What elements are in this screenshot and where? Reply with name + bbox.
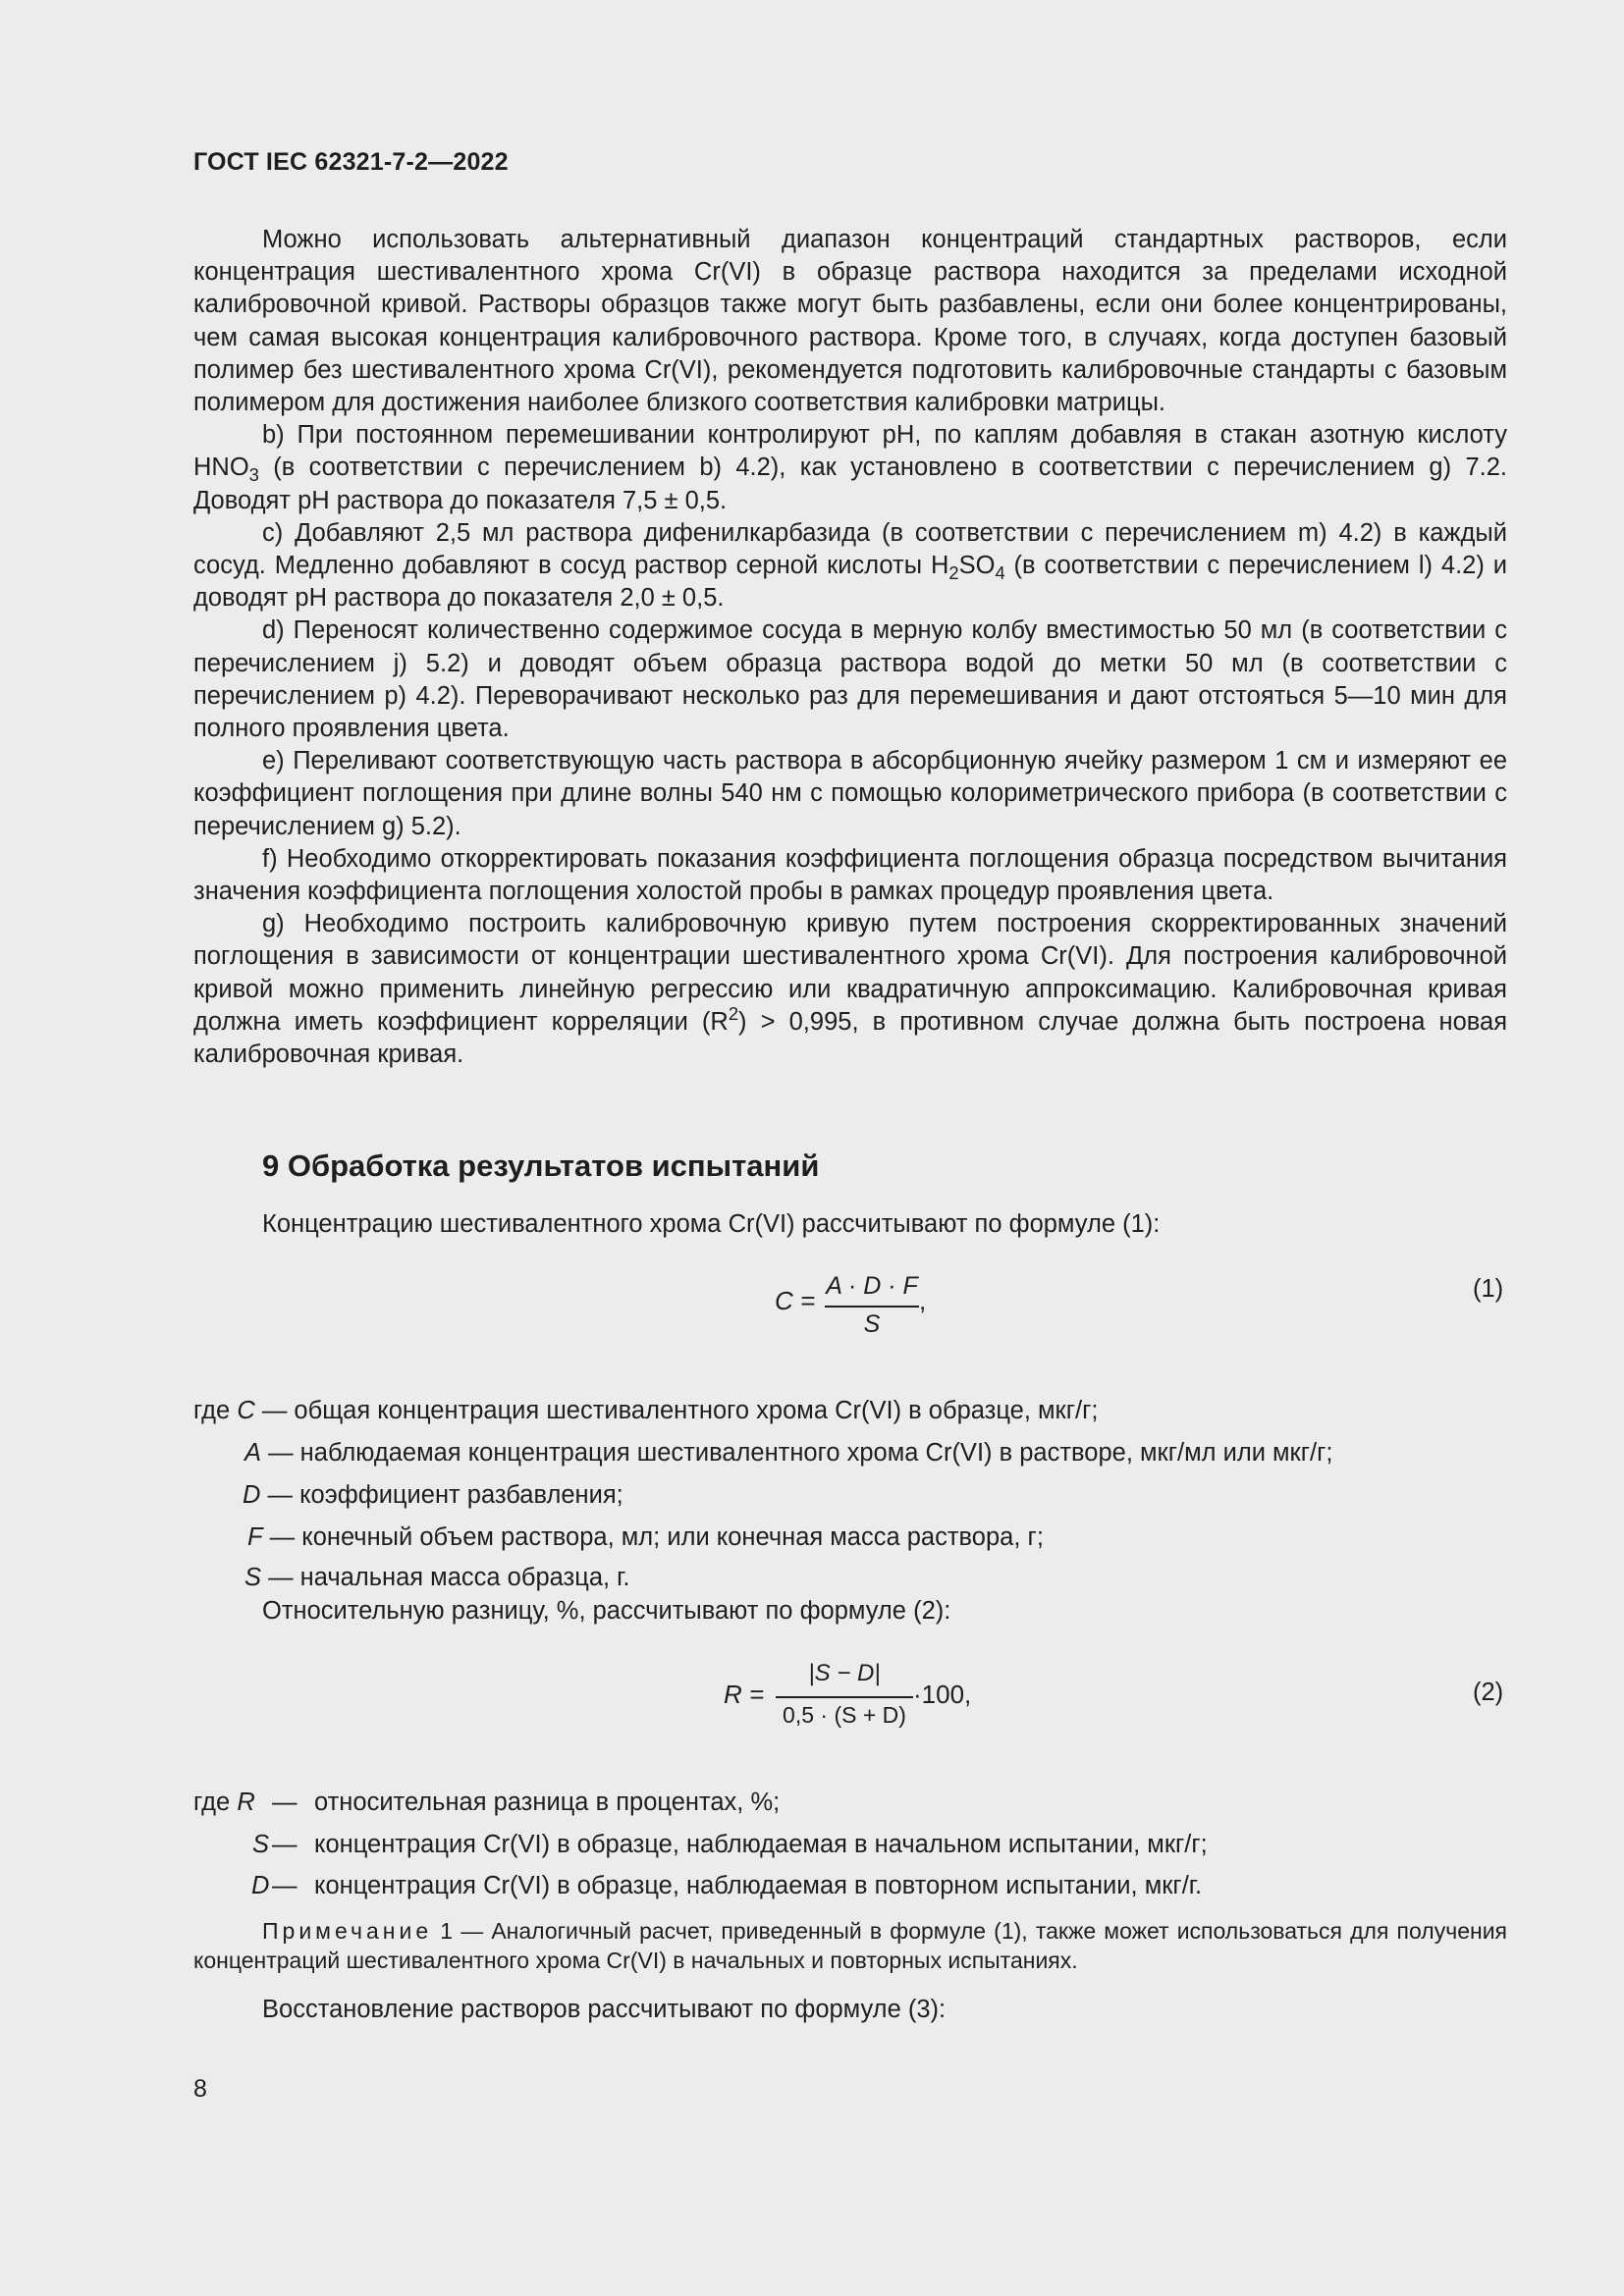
paragraph-b-part1: b) При постоянном перемешивании контролируют pH, по каплям добавляя в стакан азотную кислоту HNO xyxy=(193,421,1507,482)
where2-dash-d: — xyxy=(272,1872,298,1899)
formula2-lhs: R = xyxy=(724,1680,765,1709)
r-squared-superscript: 2 xyxy=(728,1002,739,1024)
formula1-numerator: A · D · F xyxy=(826,1272,918,1300)
where1-symbol-s: S xyxy=(244,1564,262,1591)
paragraph-g xyxy=(193,908,1507,1071)
note-text: 1 — Аналогичный расчет, приведенный в формуле (1), также может использоваться для получения концентраций шестивалентного хрома Cr(VI) в начальных и повторных испытаниях. xyxy=(193,1918,1507,1973)
formula1-lhs: C = xyxy=(775,1286,816,1315)
where2-text-r: относительная разница в процентах, %; xyxy=(314,1789,781,1816)
formula1-tail: , xyxy=(919,1286,927,1315)
formula2-number: (2) xyxy=(1473,1679,1504,1706)
h2so4-subscript-2: 2 xyxy=(948,562,959,584)
formula1-denominator: S xyxy=(863,1310,881,1338)
where2-text-d: концентрация Cr(VI) в образце, наблюдаемая в повторном испытании, мкг/г. xyxy=(314,1872,1203,1899)
section-title: 9 Обработка результатов испытаний xyxy=(262,1148,820,1183)
where1-text-c: — общая концентрация шестивалентного хрома Cr(VI) в образце, мкг/г; xyxy=(254,1397,1099,1424)
where1-text-a: — наблюдаемая концентрация шестивалентного хрома Cr(VI) в растворе, мкг/мл или мкг/г; xyxy=(261,1439,1333,1467)
where2-item-r xyxy=(193,1789,255,1817)
where1-item-s xyxy=(244,1564,629,1592)
formula1-intro: Концентрацию шестивалентного хрома Cr(VI) рассчитывают по формуле (1): xyxy=(262,1210,1161,1238)
where2-text-s: концентрация Cr(VI) в образце, наблюдаемая в начальном испытании, мкг/г; xyxy=(314,1831,1208,1858)
paragraph-c xyxy=(193,517,1507,615)
paragraph-c-part3: (в соответствии с перечислением l) 4.2) и доводят pH раствора до показателя 2,0 ± 0,5. xyxy=(193,552,1507,613)
where2-prefix: где xyxy=(193,1789,238,1816)
formula2-intro: Относительную разницу, %, рассчитывают по формуле (2): xyxy=(262,1597,951,1625)
paragraph-c-part2: SO xyxy=(958,552,996,580)
hno3-subscript: 3 xyxy=(248,464,259,486)
page-number: 8 xyxy=(193,2075,207,2103)
where2-dash-r: — xyxy=(272,1789,298,1816)
document-header: ГОСТ IEC 62321-7-2—2022 xyxy=(193,148,509,176)
paragraph-g-part2: ) > 0,995, в противном случае должна быть построена новая калибровочная кривая. xyxy=(193,1007,1508,1069)
paragraph-d: d) Переносят количественно содержимое сосуда в мерную колбу вместимостью 50 мл (в соответствии с перечислением j) 5.2) и доводят объем образца раствора водой до метки 50 мл (в соответствии с перечислением p) 4.2). Переворачивают несколько раз для перемешивания и дают отстояться 5—10 мин для полного проявления цвета. xyxy=(193,616,1507,743)
paragraph-b xyxy=(193,419,1507,517)
where1-symbol-c: C xyxy=(237,1397,255,1424)
where1-prefix: где xyxy=(193,1397,238,1424)
where1-item-a xyxy=(244,1439,1333,1468)
where2-symbol-s: S xyxy=(252,1831,270,1858)
formula2-tail: ·100, xyxy=(913,1680,972,1709)
where1-item-d xyxy=(243,1481,623,1510)
paragraph-g-part1: g) Необходимо построить калибровочную кривую путем построения скорректированных значений поглощения в зависимости от концентрации шестивалентного хрома Cr(VI). Для построения калибровочной кривой можно применить линейную регрессию или квадратичную аппроксимацию. Калибровочная кривая должна иметь коэффициент корреляции (R xyxy=(193,910,1507,1036)
where1-symbol-f: F xyxy=(247,1523,263,1551)
note-1 xyxy=(193,1916,1507,1975)
paragraph-f: f) Необходимо откорректировать показания коэффициента поглощения образца посредством вычитания значения коэффициента поглощения холостой пробы в рамках процедур проявления цвета. xyxy=(193,844,1507,906)
where2-dash-s: — xyxy=(272,1831,298,1858)
where1-item-f xyxy=(247,1523,1044,1552)
where1-symbol-d: D xyxy=(243,1481,261,1509)
where1-text-f: — конечный объем раствора, мл; или конечная масса раствора, г; xyxy=(262,1523,1044,1551)
formula2-numerator: |S − D| xyxy=(808,1660,881,1686)
where1-symbol-a: A xyxy=(244,1439,262,1467)
where2-symbol-r: R xyxy=(237,1789,255,1816)
where1-text-d: — коэффициент разбавления; xyxy=(260,1481,623,1509)
formula1-number: (1) xyxy=(1473,1275,1504,1303)
paragraph-intro: Можно использовать альтернативный диапазон концентраций стандартных растворов, если концентрация шестивалентного хрома Cr(VI) в образце раствора находится за пределами исходной калибровочной кривой. Растворы образцов также могут быть разбавлены, если они более концентрированы, чем самая высокая концентрация калибровочного раствора. Кроме того, в случаях, когда доступен базовый полимер без шестивалентного хрома Cr(VI), рекомендуется подготовить калибровочные стандарты с базовым полимером для достижения наиболее близкого соответствия калибровки матрицы. xyxy=(193,226,1507,417)
where1-item-c xyxy=(193,1397,1098,1425)
paragraph-e: e) Переливают соответствующую часть раствора в абсорбционную ячейку размером 1 см и измеряют ее коэффициент поглощения при длине волны 540 нм с помощью колориметрического прибора (в соответствии с перечислением g) 5.2). xyxy=(193,747,1507,840)
where2-symbol-d: D xyxy=(251,1872,270,1899)
formula1-fraction-bar xyxy=(825,1306,919,1308)
paragraph-c-part1: c) Добавляют 2,5 мл раствора дифенилкарбазида (в соответствии с перечислением m) 4.2) в каждый сосуд. Медленно добавляют в сосуд раствор серной кислоты H xyxy=(193,518,1507,580)
formula2-fraction-bar xyxy=(776,1696,913,1698)
where1-text-s: — начальная масса образца, г. xyxy=(261,1564,630,1591)
note-label: Примечание xyxy=(262,1918,433,1944)
paragraph-b-part2: (в соответствии с перечислением b) 4.2), как установлено в соответствии с перечислением g) 7.2. Доводят pH раствора до показателя 7,5 ± 0,5. xyxy=(193,454,1507,514)
h2so4-subscript-4: 4 xyxy=(995,562,1005,584)
formula3-intro: Восстановление растворов рассчитывают по формуле (3): xyxy=(262,1996,947,2023)
formula2-denominator: 0,5 · (S + D) xyxy=(783,1702,906,1728)
body-text xyxy=(193,224,1507,1071)
